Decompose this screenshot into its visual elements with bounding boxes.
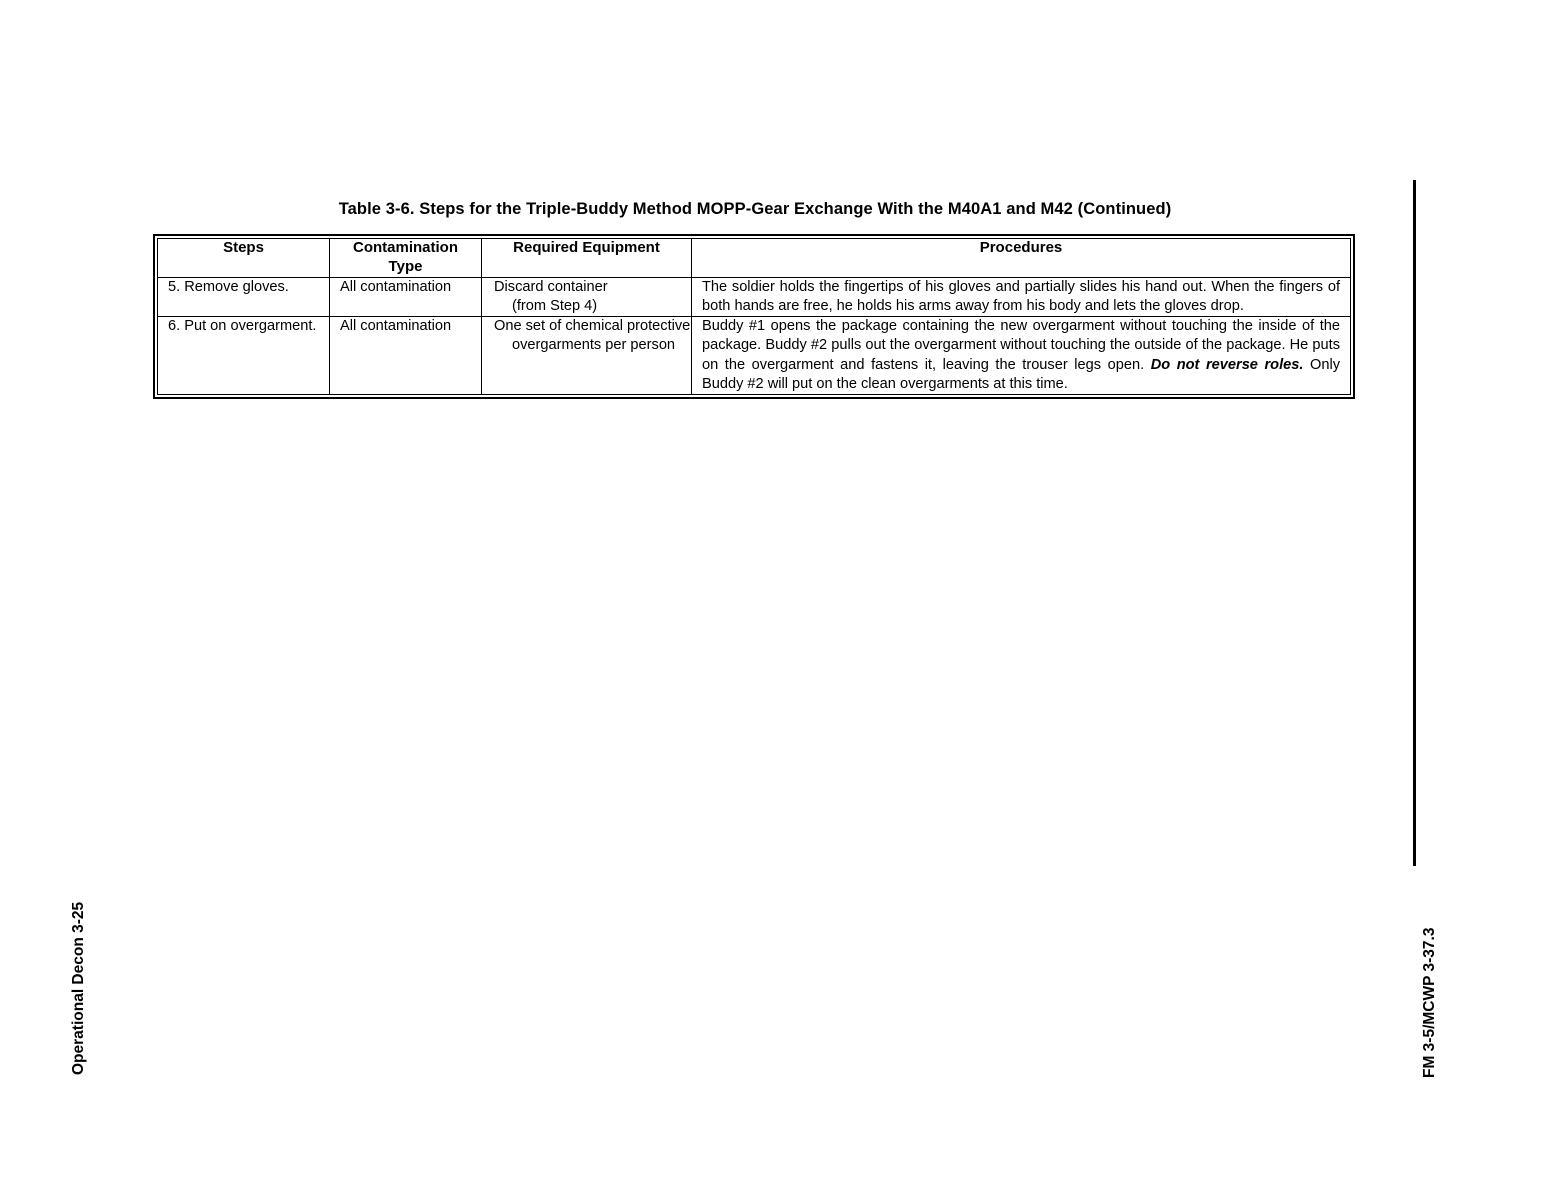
table-container bbox=[153, 234, 1355, 399]
right-margin-rule bbox=[1413, 180, 1416, 866]
cell-step bbox=[158, 317, 330, 395]
cell-procedures bbox=[692, 317, 1351, 395]
procedure-emphasis: Do not reverse roles. bbox=[1150, 356, 1304, 373]
column-header-contamination-type-line1: Contamination bbox=[353, 239, 458, 256]
equipment-line-2: (from Step 4) bbox=[512, 297, 598, 314]
equipment-line-1: One set of chemical protective overgarments per person bbox=[494, 318, 691, 354]
column-header-contamination-type-line2: Type bbox=[388, 257, 423, 275]
equipment-line-1: Discard container bbox=[494, 278, 608, 295]
cell-step bbox=[158, 277, 330, 317]
cell-required-equipment bbox=[482, 277, 692, 317]
step-text: 6. Put on overgarment. bbox=[168, 318, 317, 334]
column-header-required-equipment: Required Equipment bbox=[482, 239, 692, 278]
cell-required-equipment bbox=[482, 317, 692, 395]
footer-right-running-head: FM 3-5/MCWP 3-37.3 bbox=[1421, 927, 1438, 1078]
cell-contamination-type: All contamination bbox=[330, 277, 482, 317]
table-body bbox=[158, 277, 1351, 395]
cell-contamination-type: All contamination bbox=[330, 317, 482, 395]
procedure-text-part2: Only Buddy #2 will put on the clean overgarments at this time. bbox=[702, 356, 1341, 392]
column-header-steps: Steps bbox=[158, 239, 330, 278]
table-header bbox=[158, 239, 1351, 278]
table-header-row bbox=[158, 239, 1351, 278]
footer-left-running-head: Operational Decon 3-25 bbox=[70, 901, 87, 1075]
column-header-contamination-type bbox=[330, 239, 482, 278]
table-row bbox=[158, 277, 1351, 317]
step-text: 5. Remove gloves. bbox=[168, 278, 289, 295]
mopp-gear-exchange-table bbox=[157, 238, 1351, 395]
procedure-text-part1: Buddy #1 opens the package containing the new overgarment without touching the inside of the package. Buddy #2 pulls out the overgarment without touching the outside of the package. He puts on the overgarment and fastens it, leaving the trouser legs open. bbox=[702, 318, 1340, 373]
column-header-procedures: Procedures bbox=[692, 239, 1351, 278]
table-caption: Table 3-6. Steps for the Triple-Buddy Method MOPP-Gear Exchange With the M40A1 and M42 (Continued) bbox=[338, 200, 1172, 218]
table-row bbox=[158, 317, 1351, 395]
cell-procedures: The soldier holds the fingertips of his gloves and partially slides his hand out. When the fingers of both hands are free, he holds his arms away from his body and lets the gloves drop. bbox=[692, 277, 1351, 317]
